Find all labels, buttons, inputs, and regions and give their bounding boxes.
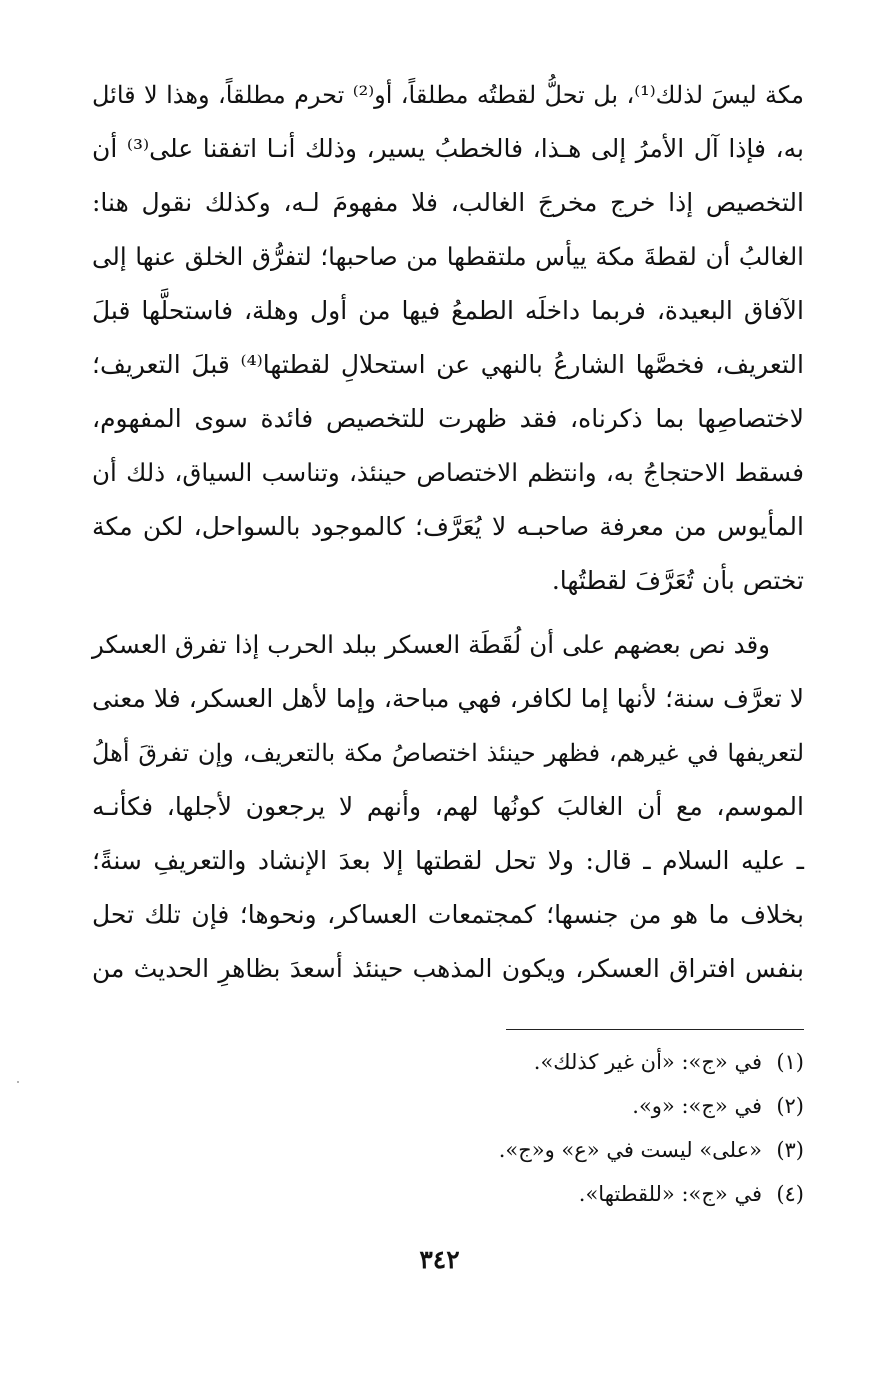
text-line: بخلاف ما هو من جنسها؛ كمجتمعات العساكر، ونحوها؛ فإن تلك تحل xyxy=(92,900,804,929)
paragraph-gap xyxy=(92,608,804,618)
footnote-number: (٢) xyxy=(776,1094,804,1118)
scan-speck xyxy=(17,1081,19,1083)
text-line: بنفس افتراق العسكر، ويكون المذهب حينئذ أسعدَ بظاهرِ الحديث من xyxy=(92,954,804,983)
footnote xyxy=(364,1128,804,1172)
footnote-number: (٣) xyxy=(776,1138,804,1162)
footnote xyxy=(364,1172,804,1216)
text-line: لتعريفها في غيرهم، فظهر حينئذ اختصاصُ مكة بالتعريف، وإن تفرقَ أهلُ xyxy=(92,739,804,767)
text-line: لاختصاصِها بما ذكرناه، فقد ظهرت للتخصيص فائدة سوى المفهوم، xyxy=(92,404,804,433)
page-number: ٣٤٢ xyxy=(419,1245,460,1274)
footnote-text: في «ج»: «و». xyxy=(632,1094,762,1118)
footnote-text: في «ج»: «أن غير كذلك». xyxy=(533,1050,762,1074)
text-line: لا تعرَّف سنة؛ لأنها إما لكافر، فهي مباحة، وإما لأهل العسكر، فلا معنى xyxy=(92,684,804,713)
main-text xyxy=(92,68,804,996)
text-line: ـ عليه السلام ـ قال: ولا تحل لقطتها إلا بعدَ الإنشاد والتعريفِ سنةً؛ xyxy=(92,846,804,875)
footnote xyxy=(364,1084,804,1128)
footnotes xyxy=(364,1040,804,1216)
footnote xyxy=(364,1040,804,1084)
text-line: الموسم، مع أن الغالبَ كونُها لهم، وأنهم لا يرجعون لأجلها، فكأنـه xyxy=(92,792,804,821)
footnote-number: (١) xyxy=(776,1050,804,1074)
footnote-separator xyxy=(506,1029,804,1030)
text-line: فسقط الاحتجاجُ به، وانتظم الاختصاص حينئذ، وتناسب السياق، ذلك أن xyxy=(92,458,804,487)
text-line: به، فإذا آل الأمرُ إلى هـذا، فالخطبُ يسير، وذلك أنـا اتفقنا على⁽³⁾ أن xyxy=(92,134,804,163)
text-line: تختص بأن تُعَرَّفَ لقطتُها. xyxy=(551,566,804,595)
text-line: الغالبُ أن لقطةَ مكة ييأس ملتقطها من صاحبها؛ لتفرُّق الخلق عنها إلى xyxy=(92,242,804,271)
text-line: التعريف، فخصَّها الشارعُ بالنهي عن استحلالِ لقطتها⁽⁴⁾ قبلَ التعريف؛ xyxy=(92,350,804,379)
text-line: مكة ليسَ لذلك⁽¹⁾، بل تحلُّ لقطتُه مطلقاً، أو⁽²⁾ تحرم مطلقاً، وهذا لا قائل xyxy=(92,81,805,109)
footnote-text: «على» ليست في «ع» و«ج». xyxy=(498,1138,762,1162)
text-line: وقد نص بعضهم على أن لُقَطَة العسكر ببلد الحرب إذا تفرق العسكر xyxy=(92,630,770,659)
footnote-number: (٤) xyxy=(776,1182,804,1206)
text-line: المأيوس من معرفة صاحبـه لا يُعَرَّف؛ كالموجود بالسواحل، لكن مكة xyxy=(92,512,804,541)
footnote-text: في «ج»: «للقطتها». xyxy=(578,1182,762,1206)
text-line: التخصيص إذا خرج مخرجَ الغالب، فلا مفهومَ لـه، وكذلك نقول هنا: xyxy=(92,188,804,217)
text-line: الآفاق البعيدة، فربما داخلَه الطمعُ فيها من أول وهلة، فاستحلَّها قبلَ xyxy=(92,296,804,325)
